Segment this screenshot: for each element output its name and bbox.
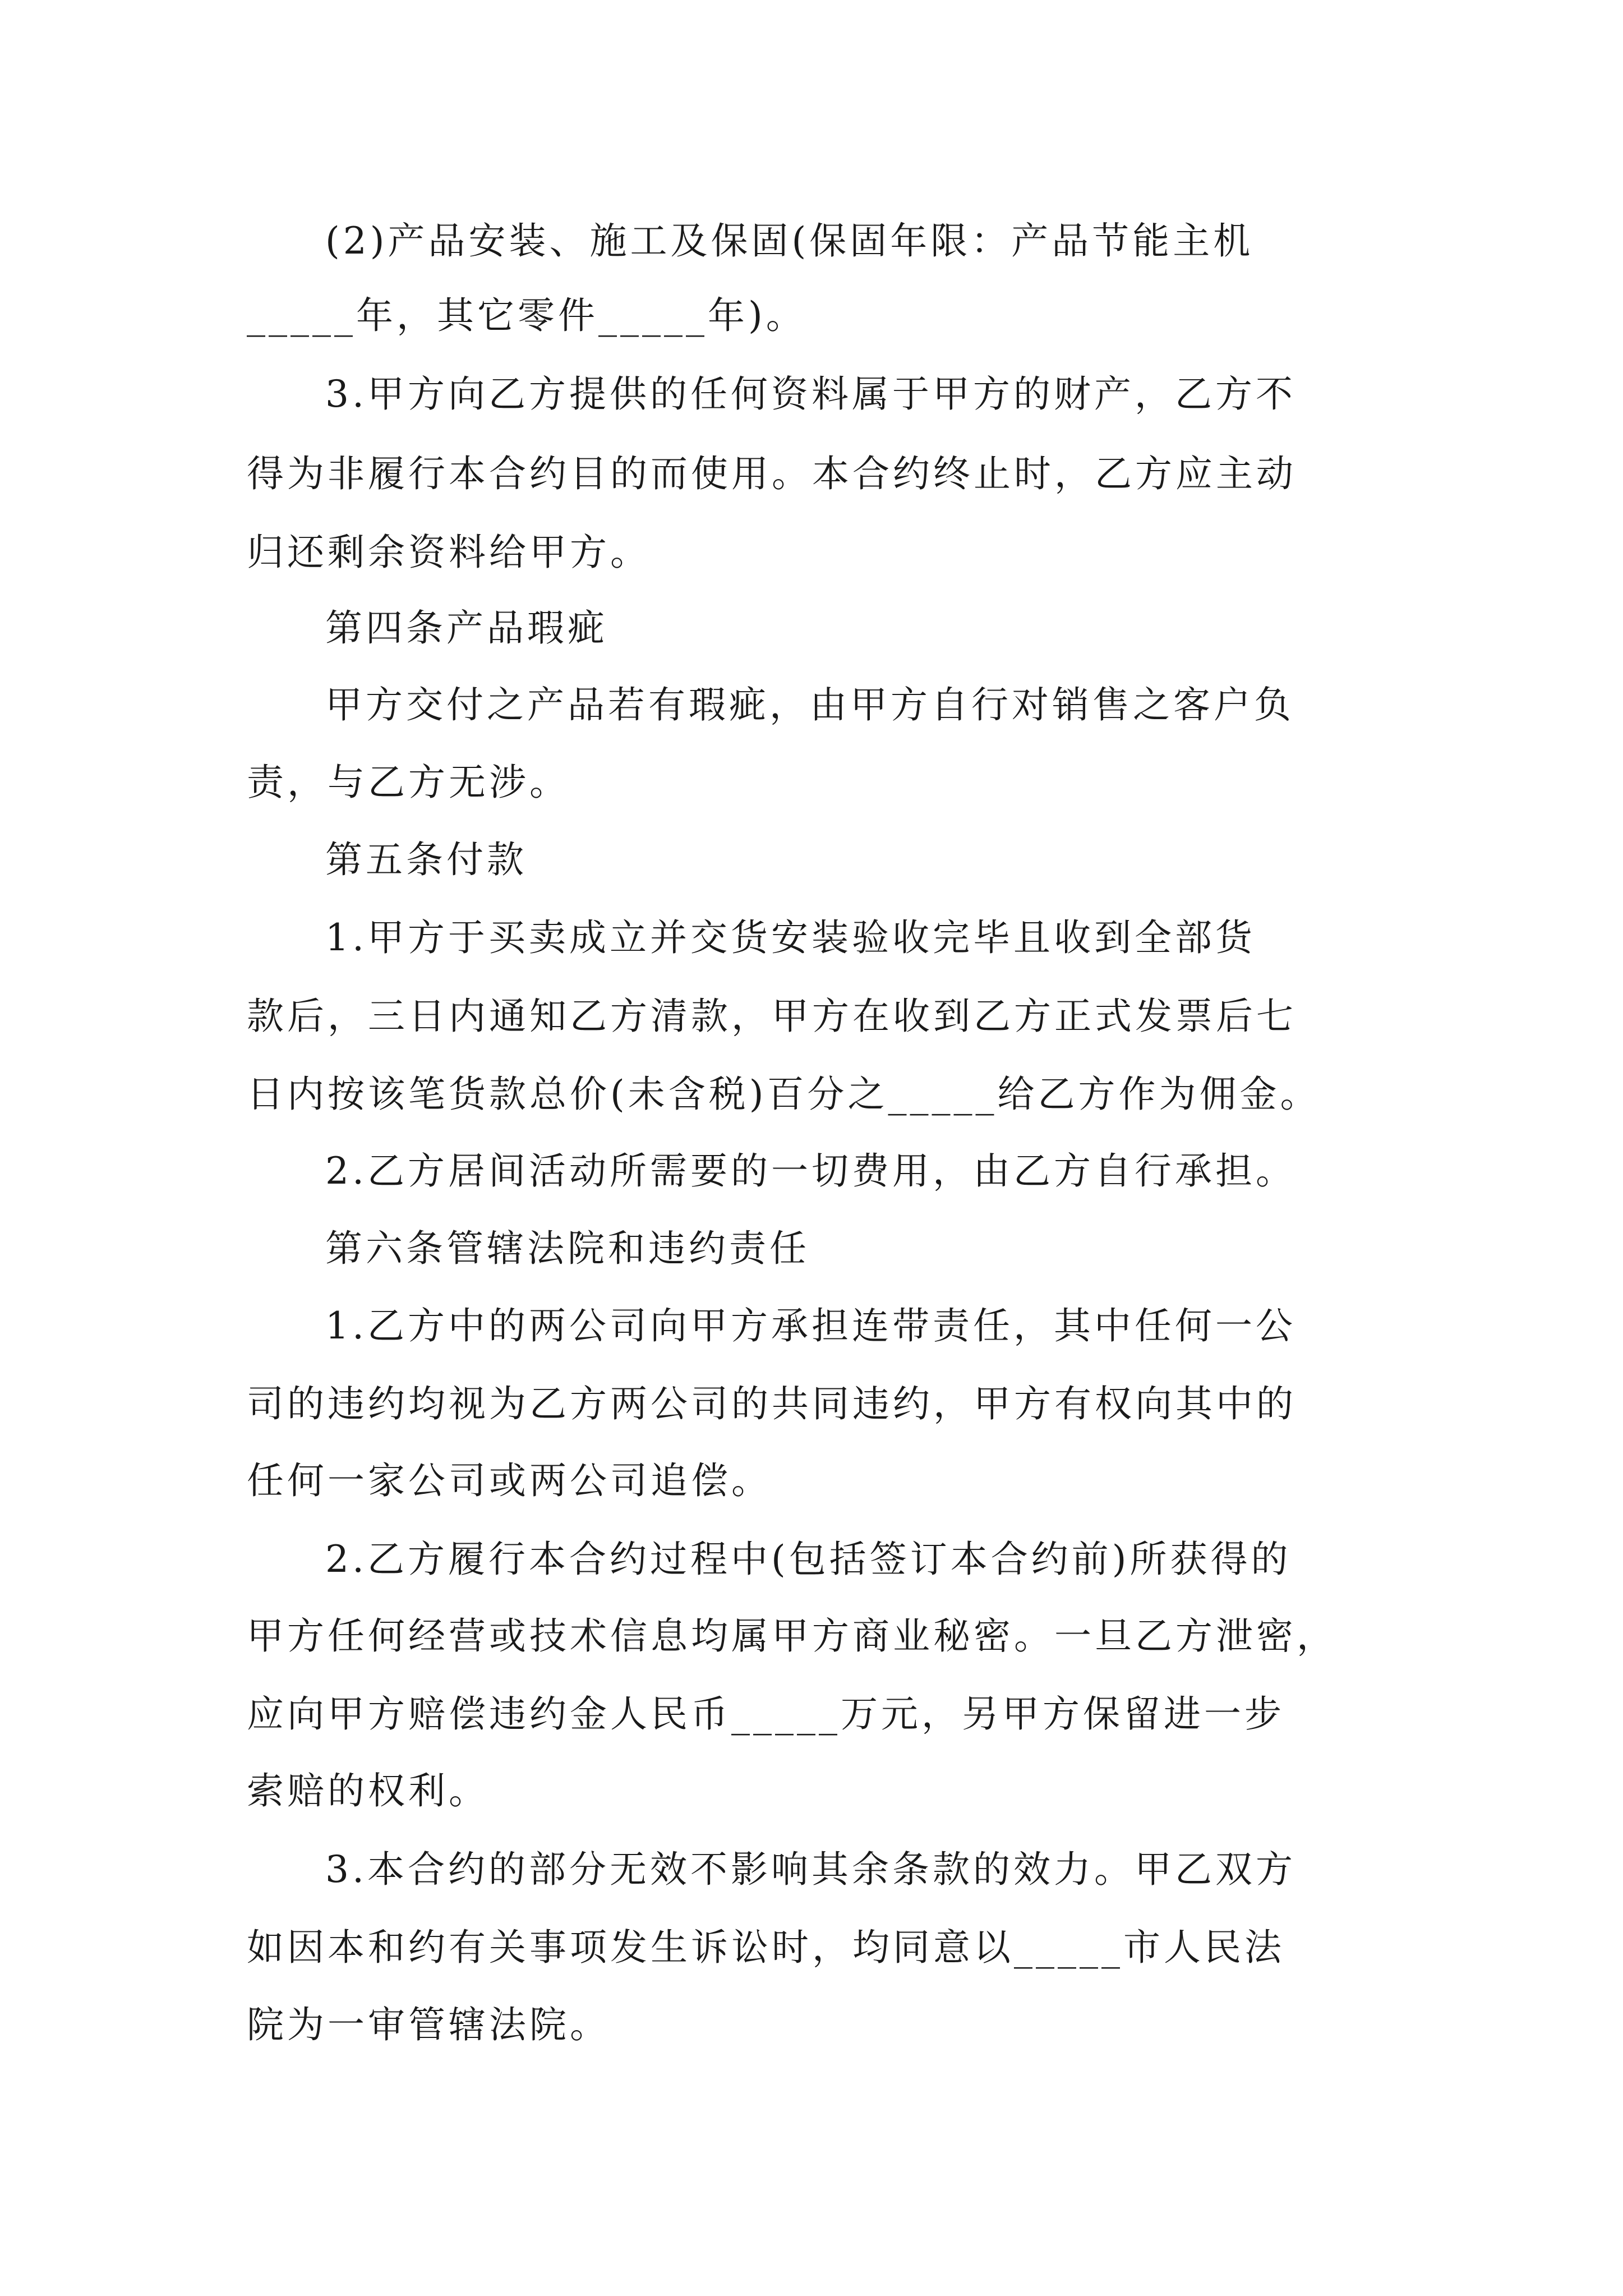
section-heading: 第四条产品瑕疵 bbox=[325, 606, 608, 650]
text-line: 3.本合约的部分无效不影响其余条款的效力。甲乙双方 bbox=[325, 1848, 1296, 1891]
text-line: 院为一审管辖法院。 bbox=[247, 2003, 610, 2046]
text-line: 任何一家公司或两公司追偿。 bbox=[247, 1459, 772, 1502]
text-line: 款后，三日内通知乙方清款，甲方在收到乙方正式发票后七 bbox=[247, 995, 1297, 1038]
text-line: 司的违约均视为乙方两公司的共同违约，甲方有权向其中的 bbox=[247, 1382, 1297, 1425]
section-heading: 第六条管辖法院和违约责任 bbox=[325, 1227, 810, 1270]
text-line: 日内按该笔货款总价(未含税)百分之_____给乙方作为佣金。 bbox=[247, 1073, 1321, 1116]
text-line: _____年，其它零件_____年)。 bbox=[247, 294, 806, 337]
text-line: 甲方交付之产品若有瑕疵，由甲方自行对销售之客户负 bbox=[325, 683, 1294, 726]
text-line: 索赔的权利。 bbox=[247, 1769, 489, 1812]
text-line: (2)产品安装、施工及保固(保固年限：产品节能主机 bbox=[325, 219, 1254, 263]
text-line: 应向甲方赔偿违约金人民币_____万元，另甲方保留进一步 bbox=[247, 1692, 1285, 1736]
text-line: 2.乙方居间活动所需要的一切费用，由乙方自行承担。 bbox=[325, 1149, 1296, 1193]
text-line: 归还剩余资料给甲方。 bbox=[247, 531, 651, 574]
text-line: 得为非履行本合约目的而使用。本合约终止时，乙方应主动 bbox=[247, 452, 1297, 495]
text-line: 甲方任何经营或技术信息均属甲方商业秘密。一旦乙方泄密， bbox=[247, 1614, 1337, 1658]
text-line: 责，与乙方无涉。 bbox=[247, 761, 570, 804]
text-line: 1.乙方中的两公司向甲方承担连带责任，其中任何一公 bbox=[325, 1304, 1296, 1347]
text-line: 如因本和约有关事项发生诉讼时，均同意以_____市人民法 bbox=[247, 1926, 1285, 1969]
text-line: 3.甲方向乙方提供的任何资料属于甲方的财产，乙方不 bbox=[325, 372, 1296, 416]
text-line: 2.乙方履行本合约过程中(包括签订本合约前)所获得的 bbox=[325, 1538, 1292, 1581]
section-heading: 第五条付款 bbox=[325, 838, 527, 881]
text-line: 1.甲方于买卖成立并交货安装验收完毕且收到全部货 bbox=[325, 916, 1256, 959]
